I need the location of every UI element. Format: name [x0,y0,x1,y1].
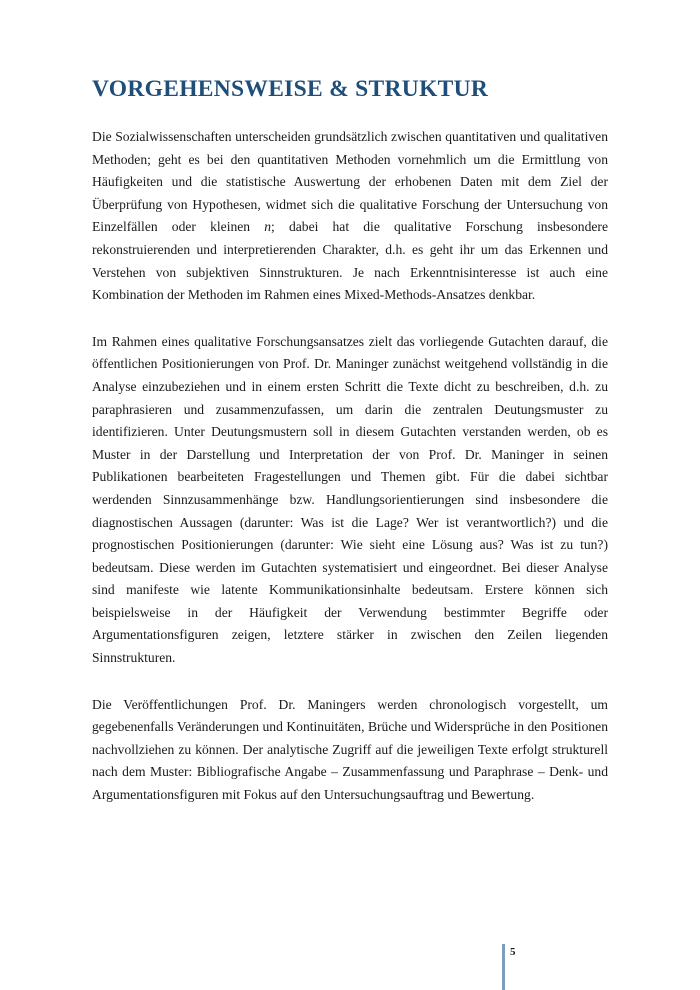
paragraph-structure: Die Veröffentlichungen Prof. Dr. Maningers werden chronologisch vorgestellt, um gegebenenfalls Veränderungen und Kontinuitäten, Brüche und Widersprüche in den Positionen nachvollziehen zu können. Der analytische Zugriff auf die jeweiligen Texte erfolgt strukturell nach dem Muster: Bibliografische Angabe – Zusammenfassung und Paraphrase – Denk- und Argumentationsfiguren mit Fokus auf den Untersuchungsauftrag und Bewertung. [92,696,608,803]
footer-accent-bar [502,944,505,990]
body-text [92,126,608,831]
page-number: 5 [510,946,516,958]
paragraph-methods [92,126,608,307]
paragraph-methods-part-1: Die Sozialwissenschaften unterscheiden grundsätzlich zwischen quantitativen und qualitativen Methoden; geht es bei den quantitativen Methoden vornehmlich um die Ermittlung von Häufigkeiten und die statistische Auswertung der erhobenen Daten mit dem Ziel der Überprüfung von Hypothesen, widmet sich die qualitative Forschung der Untersuchung von Einzelfällen oder kleinen [92,129,608,235]
italic-n: n [264,219,272,235]
paragraph-methods-part-2: ; dabei hat die qualitative Forschung insbesondere rekonstruierenden und interpretierenden Charakter, d.h. es geht ihr um das Erkennen und Verstehen von subjektiven Sinnstrukturen. Je nach Erkenntnisinteresse ist auch eine Kombination der Methoden im Rahmen eines Mixed-Methods-Ansatzes denkbar. [92,219,608,303]
paragraph-approach: Im Rahmen eines qualitative Forschungsansatzes zielt das vorliegende Gutachten darauf, die öffentlichen Positionierungen von Prof. Dr. Maninger zunächst weitgehend vollständig in die Analyse einzubeziehen und in einem ersten Schritt die Texte dicht zu beschreiben, d.h. zu paraphrasieren und zusammenzufassen, um darin die zentralen Deutungsmuster zu identifizieren. Unter Deutungsmustern soll in diesem Gutachten verstanden werden, ob es Muster in der Darstellung und Interpretation der von Prof. Dr. Maninger in seinen Publikationen bearbeiteten Fragestellungen und Themen gibt. Für die dabei sichtbar werdenden Sinnzusammenhänge bzw. Handlungsorientierungen sind insbesondere die diagnostischen Aussagen (darunter: Was ist die Lage? Wer ist verantwortlich?) und die prognostischen Positionierungen (darunter: Wie sieht eine Lösung aus? Was ist zu tun?) bedeutsam. Diese werden im Gutachten systematisiert und eingeordnet. Bei dieser Analyse sind manifeste wie latente Kommunikationsinhalte bedeutsam. Erstere können sich beispielsweise in der Häufigkeit der Verwendung bestimmter Begriffe oder Argumentationsfiguren zeigen, letztere stärker in zwischen den Zeilen liegenden Sinnstrukturen. [92,333,608,666]
section-heading: VORGEHENSWEISE & STRUKTUR [92,76,489,102]
